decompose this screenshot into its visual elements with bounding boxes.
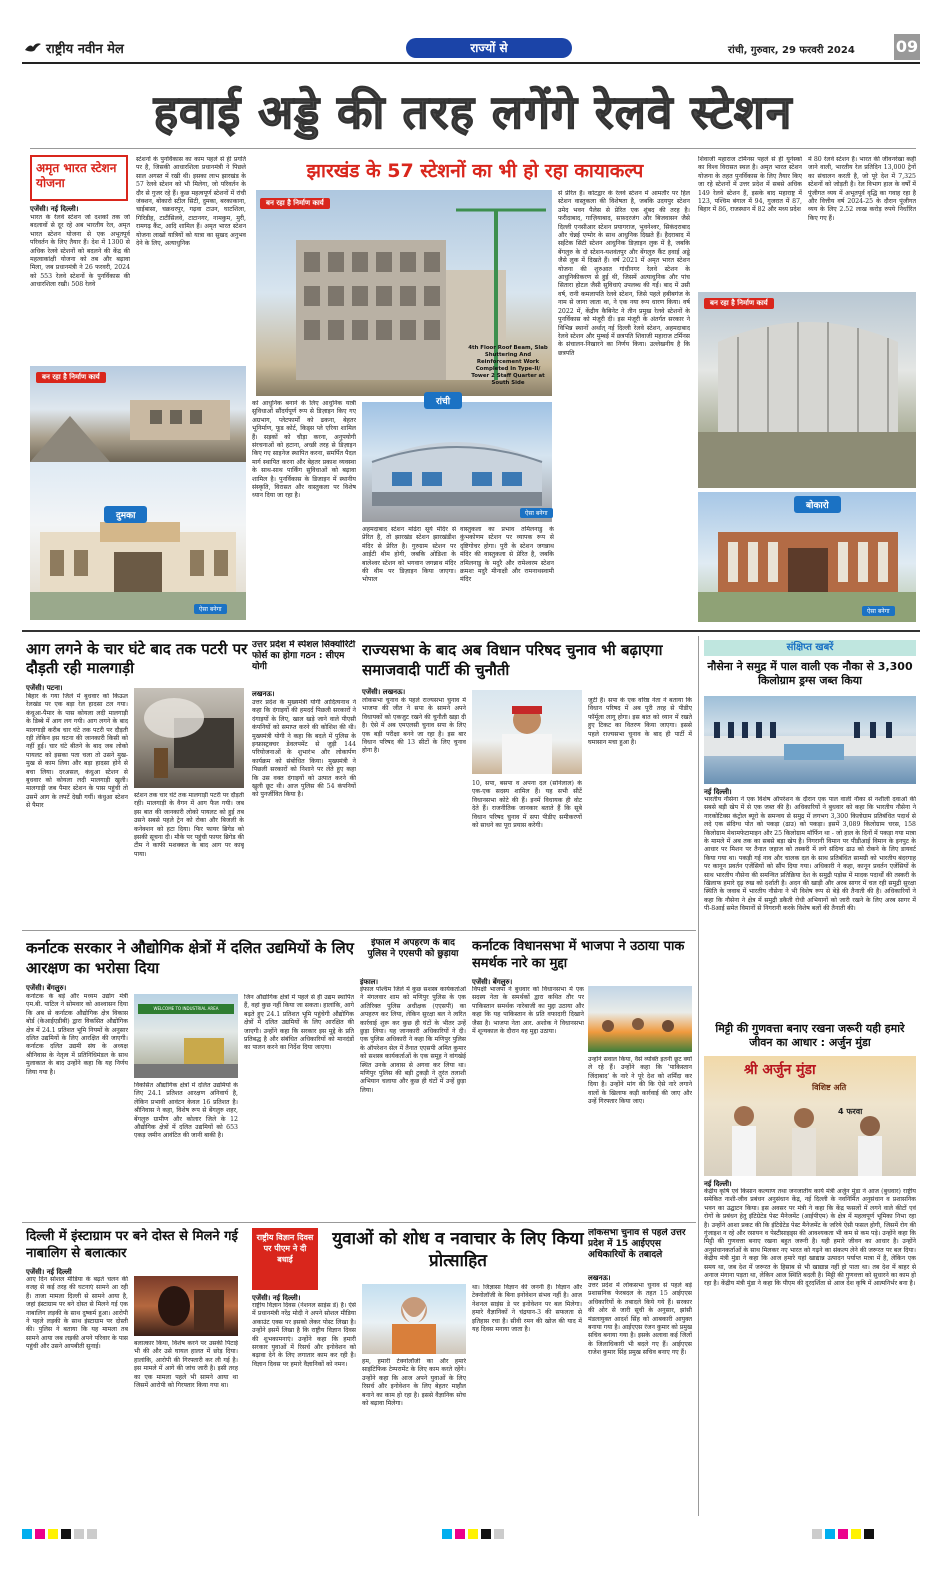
masthead <box>22 36 920 70</box>
karbjp-headline: कर्नाटक विधानसभा में भाजपा ने उठाया पाक समर्थक नारे का मुद्दा <box>472 939 685 971</box>
youth-col1: हम, हमारी टेक्नोलॉजी का और हमारे साइंटिफिक टेम्परामेंट के लिए काम करते रहेंगे। उन्होंने कहा कि आज अपने युवाओं के लिए रिसर्च और इनोवेशन के लिए बेहतर माहौल बनाने का काम हो रहा है। इससे वैज्ञानिक सोच को बढ़ावा मिलेगा। <box>362 1358 466 1408</box>
karnataka-col2: विकसित औद्योगिक क्षेत्रों में दलित उद्यमियों के लिए 24.1 प्रतिशत आरक्षण अनिवार्य है, लेकिन प्रभावी आवंटन केवल 16 प्रतिशत है। श्रीनिवास ने कहा, विशेष रूप से बेंगलुरु शहर, बेंगलुरु ग्रामीण और कोलार जिले के 12 औद्योगिक क्षेत्रों में दलित उद्यमियों को 653 एकड़ जमीन आवंटित की जानी बाकी है। <box>134 1082 238 1140</box>
fire-dateline: एजेंसी। पटना। <box>26 684 63 692</box>
lead-col5: वास्तुकला का प्रभाव तमिलनाडु के कुंभकोणम स्टेशन पर व्यापक रूप से दृष्टिगोचर होगा। पुरी के स्टेशन जगन्नाथ मंदिर की वास्तुकला से प्रेरित है, जबकि तमिलनाडु के मदुरै और रामेश्वरम स्टेशन क्रमशः मदुरै मीनाक्षी और रामनाथस्वामी मंदिर <box>460 526 554 584</box>
rajyasabha-headline: राज्यसभा के बाद अब विधान परिषद चुनाव भी बढ़ाएगा समाजवादी पार्टी की चुनौती <box>362 641 663 679</box>
page-number: 09 <box>894 34 920 60</box>
brief-box-title: संक्षिप्त खबरें <box>786 642 834 653</box>
dumka-label: दुमका <box>104 506 147 523</box>
brief-box-header <box>704 640 916 656</box>
ranchi-will-look: ऐसा बनेगा <box>520 508 553 518</box>
munda-dateline: नई दिल्ली। <box>704 1180 732 1188</box>
lead-col7: शिवाजी महाराज टर्मिनस पहले से ही यूनेस्को का विश्व विरासत स्थल है। अमृत भारत स्टेशन योजना के तहत पुनर्विकास के लिए तैयार किए जा रहे स्टेशनों में उत्तर प्रदेश में सबसे अधिक 149 रेलवे स्टेशन हैं, इसके बाद महाराष्ट्र में 123, पश्चिम बंगाल में 94, गुजरात में 87, बिहार में 86, राजस्थान में 82 और मध्य प्रदेश <box>698 156 802 214</box>
up-dateline: लखनऊ। <box>252 690 275 698</box>
registration-marks-center <box>442 1524 507 1543</box>
lead-subhead: झारखंड के 57 स्टेशनों का भी हो रहा कायाकल्प <box>306 160 644 182</box>
navy-drugs-photo <box>704 696 916 784</box>
lead-col3: को आधुनिक बनाने के लिए आधुनिक यात्री सुविधाओं सौंदर्यपूर्ण रूप से डिज़ाइन किए गए अग्रभाग, प्लेटफार्मों को ढकना, बेहतर भूनिर्माण, फूड कोर्ट, किड्स प्ले एरिया शामिल हैं। सड़कों को चौड़ा करना, अनुपयोगी संरचनाओं को हटाना, अच्छी तरह से डिज़ाइन किए गए साइनेज स्थापित करना, समर्पित पैदल मार्ग स्थापित करना और बेहतर प्रकाश व्यवस्था के साथ-साथ पार्किंग सुविधाओं को बढ़ावा शामिल है। पुनर्विकास के डिजाइन में स्थानीय संस्कृति, विरासत और वास्तुकला पर विशेष ध्यान दिया जा रहा है। <box>252 400 356 500</box>
fire-col1: बिहार के गया जिले में बुधवार को किऊल रेलखंड पर एक बड़ा रेल हादसा टल गया। कंधुआ-पैमार के पास कोयला लदी मालगाड़ी के डिब्बे में आग लग गयी। आग लगने के बाद मालगाड़ी करीब चार घंटे तक पटरी पर दौड़ती रही लेकिन इस घटना की जानकारी किसी को नहीं हुई। चार घंटे बीतने के बाद जब लोको पायलट को इसका पता चला तो उसने मुख-मुख से काम लिया और बड़ा हादसा होने से बचा लिया। दरअसल, कंधुआ स्टेशन से बुधवार को कोयला लदी मालगाड़ी खुली। मालगाड़ी जब पैमार स्टेशन के पास पहुंची तो उसमें आग के लपटें देखी गयीं। कंधुआ स्टेशन से पैमार <box>26 693 128 810</box>
lead-kicker-box <box>30 155 128 201</box>
loksabha-body: उत्तर प्रदेश में लोकसभा चुनाव से पहले बड़े प्रशासनिक फेरबदल के तहत 15 आईएएस अधिकारियों के तबादले किये गये हैं। सरकार की ओर से जारी सूची के अनुसार, झांसी मंडलायुक्त आदर्श सिंह को आबकारी आयुक्त बनाया गया है। आईएएस रंजन कुमार को प्रमुख सचिव बनाया गया है। इसके अलावा कई जिलों के जिलाधिकारी भी बदले गए हैं। आईएएस राजेश कुमार सिंह प्रमुख सचिव बनाए गए हैं। <box>588 1282 692 1357</box>
akhilesh-photo <box>472 690 582 774</box>
munda-headline: मिट्टी की गुणवत्ता बनाए रखना जरूरी यही हमारे जीवन का आधार : अर्जुन मुंडा <box>715 1022 905 1049</box>
science-badge-text: राष्ट्रीय विज्ञान दिवस पर पीएम ने दी बधाई <box>256 1233 314 1264</box>
delhi-col1: आए दिन सोशल मीडिया के बढ़ते चलन की वजह से कई तरह की घटनाएं सामने आ रही हैं। ताजा मामला दिल्ली से सामने आया है, जहां इंस्टाग्राम पर बने दोस्त से मिलने गई एक नाबालिग लड़की के साथ दुष्कर्म हुआ। आरोपी ने पहले लड़की के साथ इंस्टाग्राम पर दोस्ती की। पुलिस ने बताया कि यह मामला तब सामने आया जब लड़की अपने परिवार के पास पहुंची और उसने आपबीती सुनाई। <box>26 1276 128 1351</box>
lead-col6: से प्रेरित हैं। कोटद्वार के रेलवे स्टेशन में आमतौर पर हिल स्टेशन वास्तुकला की विशेषता है, जबकि उदयपुर स्टेशन उमेद भवन पैलेस से प्रेरित एक शुंबद की तरह है। फरीदाबाद, गाज़ियाबाद, सफ़दरजंग और बिजवासन जैसे दिल्ली एनसीआर स्टेशन प्रयागराज, भुवनेश्वर, सिकंदराबाद और चेन्नई एग्मोर के साथ आधुनिक दिखते हैं। हैदराबाद में सईंटेक सिटी स्टेशन आधुनिक डिज़ाइन लुक में है, जबकि बेंगलुरु के दो स्टेशन-यशवंतपुर और बेंगलुरु कैंट हवाई अड्डे जैसे लुक में दिखते हैं। वर्ष 2021 में अमृत भारत स्टेशन योजना की शुरुआत गांधीनगर रेलवे स्टेशन के आधुनिकीकरण से हुई थी, जिसमें अत्याधुनिक और पांच सितारा होटल जैसी सुविधाएं उपलब्ध की गईं। बाद में उसी वर्ष, रानी कमलापति रेलवे स्टेशन, जिसे पहले हबीबगंज के नाम से जाना जाता था, ने एक नया रूप धारण किया। वर्ष 2022 में, केंद्रीय कैबिनेट ने तीन प्रमुख रेलवे स्टेशनों के पुनर्विकास को मंजूरी दी। इस मंजूरी के अंतर्गत सरकार ने विभिन्न स्थानों अर्थात् नई दिल्ली रेलवे स्टेशन, अहमदाबाद रेलवे स्टेशन और मुम्बई में छत्रपति शिवाजी महाराज टर्मिनस के संचालन-निखारने का निर्णय किया। उल्लेखनीय है कि छत्रपति <box>558 190 690 357</box>
construction-tag-2: बन रहा है निर्माण कार्य <box>36 372 106 383</box>
lead-headline: हवाई अड्डे की तरह लगेंगे रेलवे स्टेशन <box>153 85 793 139</box>
rajyasabha-col3: जुटी है। सपा के एक वरिष्ठ नेता ने बताया कि विधान परिषद में अब पूरी तरह से पीडीए फॉर्मूला लागू होगा। इस बात को ध्यान में रखते हुए टिकट का वितरण किया जाएगा। इससे पहले राज्यसभा चुनाव के बाद ही पार्टी में घमासान मचा हुआ है। <box>588 697 692 747</box>
science-dateline: एजेंसी। नई दिल्ली। <box>252 1294 301 1302</box>
karnataka-col3: जिन औद्योगिक क्षेत्रों में पहले से ही उद्यम स्थापित हैं, वहां कुछ नहीं किया जा सकता। हालांकि, आगे बढ़ते हुए 24.1 प्रतिशत भूमि पहुंचेगी औद्योगिक क्षेत्रों में दलित उद्यमियों के लिए आरक्षित की जाएगी। उन्होंने कहा कि सरकार इस मुद्दे के प्रति प्रतिबद्ध है और संबंधित अधिकारियों को मानदंडों का पालन करने का निर्देश दिया जाएगा। <box>244 994 354 1052</box>
construction-tag-3: बन रहा है निर्माण कार्य <box>704 298 774 309</box>
lead-kicker: अमृत भारत स्टेशन योजना <box>36 161 117 190</box>
bokaro-label: बोकारो <box>794 496 841 513</box>
dumka-render <box>30 462 246 620</box>
karbjp-photo <box>588 986 692 1052</box>
karnataka-dateline: एजेंसी। बेंगलुरु। <box>26 984 67 992</box>
brand-name: राष्ट्रीय नवीन मेल <box>46 42 124 57</box>
lead-col2: स्टेशनों के पुनर्विकास का काम पहले से ही प्रगति पर है, जिसकी आधारशिला प्रधानमंत्री ने पिछले साल अगस्त में रखी थी। इसका लाभ झारखंड के 57 रेलवे स्टेशन को भी मिलेगा, जो परिवर्तन के दौर से गुजर रहे हैं। कुछ महत्वपूर्ण स्टेशनों में रांची जंक्शन, बोकारो स्टील सिटी, दुमका, बरकाकाना, चाईबासा, चक्रधरपुर, गढ़वा टाउन, घाटशिला, गिरिडीह, टाटीसिलवे, टाटानगर, नामकुम, मुरी, रामगढ़ कैंट, आदि शामिल हैं। अमृत भारत स्टेशन योजना लाखों यात्रियों को यात्रा का सुखद अनुभव देने के लिए, अत्याधुनिक <box>136 156 246 248</box>
karnataka-headline: कर्नाटक सरकार ने औद्योगिक क्षेत्रों में दलित उद्यमियों के लिए आरक्षण का भरोसा दिया <box>26 939 354 977</box>
karnataka-col1: कर्नाटक के बड़े और मध्यम उद्योग मंत्री एम.बी. पाटिल ने सोमवार को आश्वासन दिया कि अब से कर्नाटक औद्योगिक क्षेत्र विकास बोर्ड (केआईएडीबी) द्वारा विकसित औद्योगिक क्षेत्र में 24.1 प्रतिशत भूमि नियमों के अनुसार दलित उद्यमियों के लिए आरक्षित की जाएगी। कर्नाटक दलित उद्यमी संघ के अध्यक्ष श्रीनिवास के नेतृत्व में प्रतिनिधिमंडल के साथ मुलाकात के बाद उन्होंने कहा कि यह निर्णय लिया गया है। <box>26 993 128 1076</box>
registration-marks-left <box>22 1524 100 1543</box>
row2-rule <box>22 930 696 931</box>
munda-banner-name: श्री अर्जुन मुंडा <box>744 1062 816 1078</box>
industrial-sign-text: WELCOME TO INDUSTRIAL AREA <box>138 1004 234 1014</box>
imphal-headline: इंफाल में अपहरण के बाद पुलिस ने एएसपी को छुड़ाया <box>367 938 459 959</box>
munda-body: केंद्रीय कृषि एवं किसान कल्याण तथा जनजातीय कार्य मंत्री अर्जुन मुंडा ने आज (बुधवार) राष्ट्रीय समेकित नाशी-जीव प्रबंधन अनुसंधान केंद्र, नई दिल्ली के नवनिर्मित अनुसंधान व प्रशासनिक भवन का उद्घाटन किया। इस अवसर पर मंत्री ने कहा कि केंद्र फसलों में लगने वाले कीटों एवं रोगों के प्रबंधन हेतु इंटिग्रेटेड पेस्ट मैनेजमेंट (आईपीएम) के क्षेत्र में महत्वपूर्ण भूमिका निभा रहा है। उन्होंने आशा प्रकट की कि इंटिग्रेटेड पेस्ट मैनेजमेंट के जरिये ऐसी फसल होगी, जिसमें रोग की गुंजाइश न रहे और रसायन व पेस्टीसाइड्स की आवश्यकता भी कम से कम पड़े। उन्होंने कहा कि मिट्टी की गुणवत्ता बनाए रखना बहुत जरूरी है। यही हमारे जीवन का आधार है। उन्होंने अनुसंधानकर्ताओं के साथ मिलकर नए भारत को गढ़ने का संकल्प लेने की जरूरत पर बल दिया। केंद्रीय मंत्री मुंडा ने कहा कि आज हमारे यहां खाद्यान्न उत्पादन पर्याप्त मात्रा में है, लेकिन एक समय था, जब देश में जरूरत के हिसाब से भी खाद्यान्न नहीं हो पाता था। तब देश में बाहर से अनाज मंगाना पड़ता था, लेकिन आज स्थिति बदली है। मिट्टी की गुणवत्ता को सुधारने का काम हो रहा है। केंद्रीय मंत्री मुंडा ने कहा कि पीएम की दूरदर्शिता से आज देश कृषि में आत्मनिर्भर बना है। <box>704 1188 916 1288</box>
imphal-dateline: इंफाल। <box>360 978 379 986</box>
karbjp-col1: विपक्षी भाजपा ने बुधवार को विधानसभा में एक सदस्य नेता के समर्थकों द्वारा कथित तौर पर पाकिस्तान समर्थक नारेबाजी का मुद्दा उठाया और कहा कि यह पाकिस्तान के प्रति वफादारी दिखाने जैसा है। भाजपा नेता आर. अशोक ने विधानसभा में शून्यकाल के दौरान यह मुद्दा उठाया। <box>472 986 584 1036</box>
youth-headline: युवाओं को शोध व नवाचार के लिए किया प्रोत्साहित <box>332 1229 584 1271</box>
industrial-area-photo <box>134 994 238 1078</box>
munda-banner-date: 4 फरवा <box>838 1107 863 1116</box>
imphal-body: इंफाल पश्चिम जिले में कुछ सशस्त्र कार्यकर्ताओं ने मंगलवार शाम को मणिपुर पुलिस के एक अतिरिक्त पुलिस अधीक्षक (एएसपी) का अपहरण कर लिया, लेकिन सुरक्षा बल ने त्वरित कार्रवाई शुरू कर कुछ ही घंटों के भीतर उन्हें छुड़ा लिया। यह जानकारी अधिकारियों ने दी। एक पुलिस अधिकारी ने कहा कि मणिपुर पुलिस के ऑपरेशन सेल में तैनात एएसपी अमित कुमार को सशस्त्र कार्यकर्ताओं के एक समूह ने वांगखेई स्थित उनके आवास से अगवा कर लिया था। मणिपुर पुलिस की बड़ी टुकड़ी ने तुरंत तलाशी अभियान चलाया और कुछ ही घंटों में उन्हें छुड़ा लिया। <box>360 986 466 1094</box>
rajyasabha-col2: 10, सपा, बसपा व अपना दल (सोनेलाल) के एक-एक सदस्य शामिल हैं। यह सभी सीटें विधानसभा कोटे की हैं। इनमें विधायक ही वोट देते हैं। राजनीतिक जानकार बताते हैं कि सूबे विधान परिषद चुनाव में सपा पीडीए समीकरणों को साधने का पूरा प्रयास करेगी। <box>472 780 582 830</box>
lead-bottom-rule <box>22 630 920 632</box>
navy-headline: नौसेना ने समुद्र में पाल वाली एक नौका से 3,300 किलोग्राम ड्रग्स जब्त किया <box>707 660 913 687</box>
navy-dateline: नई दिल्ली। <box>704 788 732 796</box>
date-line: रांची, गुरुवार, 29 फरवरी 2024 <box>728 45 855 56</box>
lead-col1: भारत के रेलवे स्टेशन जो दशकों तक जो बदलावों से दूर रहे अब भारतीय रेल, अमृत भारत स्टेशन योजना से एक अभूतपूर्व परिवर्तन के लिए तैयार हैं। देश में 1300 से अधिक रेलवे स्टेशनों को बदलने की केंद्र की महत्वाकांक्षी योजना को तब और बढ़ावा मिला, जब प्रधानमंत्री ने 26 फरवरी, 2024 को 553 रेलवे स्टेशनों के पुनर्विकास की आधारशिला रखी। 508 रेलवे <box>30 214 130 289</box>
delhi-col2: बलात्कार किया, विशेष करने पर उसकी पिटाई भी की और उसे घायल हालत में छोड़ दिया। हालांकि, आरोपी की गिरफ्तारी कर ली गई है। इस मामले में आगे की जांच जारी है। इसी तरह का एक मामला पहले भी सामने आया था जिसमें आरोपी को गिरफ्तार किया गया था। <box>134 1340 238 1390</box>
loksabha-headline: लोकसभा चुनाव से पहले उत्तर प्रदेश में 15 आईएएस अधिकारियों के तबादले <box>588 1228 686 1260</box>
delhi-dateline: एजेंसी। नई दिल्ली <box>26 1268 72 1276</box>
slab-note: 4th Floor Roof Beam, Slab Shuttering And Reinforcement Work Completed In Type-II/ Tower 2 Staff Quarter at South Side <box>468 345 548 386</box>
up-headline: उत्तर प्रदेश में स्पेशल सिक्योरिटी फोर्स का होगा गठन : सीएम योगी <box>252 640 356 672</box>
science-badge <box>252 1228 318 1290</box>
footer-color-bar <box>22 1524 920 1536</box>
delhi-headline: दिल्ली में इंस्टाग्राम पर बने दोस्त से मिलने गई नाबालिग से बलात्कार <box>26 1229 238 1261</box>
lead-dateline: एजेंसी। नई दिल्ली। <box>30 205 79 213</box>
lead-col8: में 80 रेलवे स्टेशन हैं। भारत की जीवनरेखा कही जाने वाली, भारतीय रेल प्रतिदिन 13,000 ट्रेनों का संचालन करती है, जो पूरे देश में 7,325 स्टेशनों को जोड़ती है। रेल विभाग हाल के वर्षों में पूंजीगत व्यय में अभूतपूर्व वृद्धि का गवाह रहा है और वित्तीय वर्ष 2024-25 के दौरान पूंजीगत व्यय के लिए 2.52 लाख करोड़ रुपये निर्धारित किए गए हैं। <box>808 156 916 222</box>
munda-banner-guest: विशिष्ट अति <box>812 1083 847 1092</box>
section-label: राज्यों से <box>470 41 508 55</box>
up-col: उत्तर प्रदेश के मुख्यमंत्री योगी आदित्यनाथ ने कहा कि दंगाइयों की हमदर्द पिछली सरकारों ने दंगाइयों के लिए, खाल खड़े जाने वाले पीएसी कंपनियों को समाप्त करने की कोशिश की थी। मुख्यमंत्री योगी ने कहा कि बदले में पुलिस के इन्फ्रास्ट्रक्चर डेवलपमेंट से जुड़ी 144 परियोजनाओं के शुभारंभ और लोकार्पण कार्यक्रम को संबोधित किया। मुख्यमंत्री ने पिछली सरकारों को निशाने पर लेते हुए कहा कि उस वक्त दंगाइयों को उत्पात करने की खुली छूट थी। आज पुलिस की 54 कंपनियों को पुनर्जीवित किया है। <box>252 699 356 799</box>
loksabha-dateline: लखनऊ। <box>588 1274 611 1282</box>
bird-logo-icon <box>24 40 42 54</box>
lead-col4: अहमदाबाद स्टेशन मोढेरा सूर्य मंदिर से प्रेरित है, तो झारखंड स्टेशन झारखंडीश मंदिर से प्रेरित है। गुरुग्राम स्टेशन पर आईटी थीम होगी, जबकि ओडिशा के बालेश्वर स्टेशन को भगवान जगन्नाथ मंदिर की थीम पर डिज़ाइन किया जाएगा। भोपाल <box>362 526 456 584</box>
ranchi-label: रांची <box>424 392 462 409</box>
construction-tag-1: बन रहा है निर्माण कार्य <box>260 198 330 209</box>
navy-body: भारतीय नौसेना ने एक विशेष ऑपरेशन के दौरान एक पाल वाली नौका से नशीली दवाओं की सबसे बड़ी खेप में से एक जब्त की है। अधिकारियों ने बुधवार को कहा कि भारतीय नौसेना ने नारकोटिक्स कंट्रोल ब्यूरो के समन्वय से समुद्र में लगभग 3,300 किलोग्राम प्रतिबंधित पदार्थ से लदे एक संदिग्ध पोत को पकड़ा (ढाउ) को पकड़ा। इसमें 3,089 किलोग्राम चरस, 158 किलोग्राम मेथामफेटामाइन और 25 किलोग्राम मॉर्फिन था - जो हाल के दिनों में पकड़ा गया मात्रा के मामले में अब तक का सबसे बड़ा खेप है। निगरानी विमान पर पीडीआई विमान के इनपुट के आधार पर मिशन पर तैनात जहाज को तस्करी में लगे संदिग्ध ढाउ को रोकने के लिए डायवर्ट किया गया था। पकड़ी गई नाव और चालक दल के साथ प्रतिबंधित सामग्री को भारतीय बंदरगाह पर कानून प्रवर्तन एजेंसियों को सौंप दिया गया। अधिकारी ने कहा, कानून प्रवर्तन एजेंसियों के साथ भारतीय नौसेना की समन्वित प्रतिक्रिया देश के समुद्री पड़ोस में मादक पदार्थों की तस्करी के खिलाफ हमारे दृढ़ रुख को दर्शाती है। अदन की खाड़ी और अरब सागर में चल रही समुद्री सुरक्षा स्थिति के जवाब में भारतीय नौसेना ने भी विशेष रूप से बेड़े की तैनाती की है। अधिकारियों ने कहा कि नौसेना ने क्षेत्र में समुद्री डकैती रोधी अभियानों को जारी रखने के लिए अरब सागर में पी-8आई समेत विमानों से निगरानी करके विशेष बलों की तैनाती की। <box>704 796 916 913</box>
karbjp-dateline: एजेंसी। बेंगलुरु। <box>472 978 513 986</box>
science-body: राष्ट्रीय विज्ञान दिवस (नेशनल साइंस डे) है। ऐसे में प्रधानमंत्री नरेंद्र मोदी ने अपने सोशल मीडिया अकाउंट एक्स पर इसको लेकर पोस्ट लिखा है। उन्होंने इसमें लिखा है कि राष्ट्रीय विज्ञान दिवस की शुभकामनाएं। उन्होंने कहा कि हमारी सरकार युवाओं में रिसर्च और इनोवेशन को बढ़ावा देने के लिए लगातार काम कर रही है। विज्ञान दिवस पर हमारे वैज्ञानिकों को नमन। <box>252 1302 356 1368</box>
bokaro-construction-photo <box>698 292 916 488</box>
munda-event-photo <box>704 1056 916 1176</box>
registration-marks-right <box>812 1524 877 1543</box>
masthead-rule <box>22 62 920 64</box>
dumka-will-look: ऐसा बनेगा <box>194 604 227 614</box>
rajyasabha-col1: लोकसभा चुनाव के पहले राज्यसभा चुनाव में भाजपा की जीत ने सपा के सामने अपने विधायकों को एकजुट रखने की चुनौती खड़ा दी है। ऐसे में अब एमएलसी चुनाव सपा के लिए एक बड़ी परीक्षा बनने जा रहा है। इस बार विधान परिषद की 13 सीटों के लिए चुनाव होना है। <box>362 697 466 755</box>
karbjp-col2: उन्होंने सवाल किया, वैसे व्यक्ति इतनी छूट क्यों ले रहे हैं। उन्होंने कहा कि 'पाकिस्तान जिंदाबाद' के नारे ने पूरे देश को शर्मिंदा कर दिया है। उन्होंने मांग की कि ऐसे नारे लगाने वालों के खिलाफ कड़ी कार्रवाई की जाए और उन्हें गिरफ्तार किया जाए। <box>588 1056 692 1106</box>
youth-col2: था। जिज्ञासा विज्ञान की जननी है। विज्ञान और टेक्नोलॉजी के बिना इनोवेशन संभव नहीं है। आज नेशनल साइंस डे पर इनोवेशन पर बल मिलेगा। हमारे वैज्ञानिकों ने चंद्रयान-3 की सफलता से इतिहास रचा है। सीवी रमन की खोज की याद में यह दिवस मनाया जाता है। <box>472 1284 582 1334</box>
train-fire-photo <box>134 688 244 788</box>
row3-rule <box>22 1222 696 1223</box>
fire-col2: स्टेशन तक चार घंटे तक मालगाड़ी पटरी पर दौड़ती रही। मालगाड़ी के वैगन में आग फैल गयी। जब इस बात की जानकारी लोको पायलट को हुई तब उसने सबसे पहले ट्रेन को रोका और बिजली के कनेक्शन को हटा दिया। फिर फायर ब्रिगेड को इसकी सूचना दी। मौके पर पहुंची फायर ब्रिगेड की टीम ने काफी मशक्कत के बाद आग पर काबू पाया। <box>134 792 244 858</box>
rajyasabha-dateline: एजेंसी। लखनऊ। <box>362 688 406 696</box>
col-rule-right <box>698 636 699 1516</box>
ranchi-render <box>362 402 552 522</box>
delhi-photo <box>134 1276 238 1336</box>
bokaro-will-look: ऐसा बनेगा <box>862 606 895 616</box>
section-pill <box>406 38 572 58</box>
fire-headline: आग लगने के चार घंटे बाद तक पटरी पर दौड़ती रही मालगाड़ी <box>26 640 248 677</box>
pm-modi-photo <box>362 1284 466 1354</box>
lead-rule <box>30 148 916 149</box>
